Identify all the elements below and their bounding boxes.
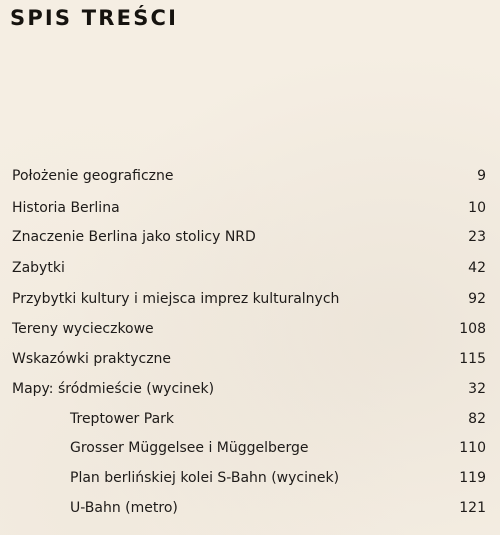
toc-subentry: [0, 470, 500, 494]
toc-entry-label: Położenie geograficzne: [12, 168, 174, 184]
toc-subentry: [0, 440, 500, 464]
toc-entry-label: Zabytki: [12, 260, 65, 276]
toc-entry-page: 110: [459, 440, 486, 456]
toc-entry-label: Przybytki kultury i miejsca imprez kulturalnych: [12, 291, 340, 307]
toc-entry: [0, 229, 500, 253]
toc-entry-page: 108: [459, 321, 486, 337]
page-title: SPIS TREŚCI: [10, 6, 179, 30]
toc-entry-page: 32: [468, 381, 486, 397]
toc-entry: [0, 291, 500, 315]
toc-entry-label: Wskazówki praktyczne: [12, 351, 172, 367]
toc-entry-label: Grosser Müggelsee i Müggelberge: [70, 440, 309, 456]
toc-entry-page: 82: [468, 411, 486, 427]
toc-entry-label: Tereny wycieczkowe: [12, 321, 154, 337]
toc-entry: [0, 200, 500, 224]
toc-entry-label: Mapy: śródmieście (wycinek): [12, 381, 215, 397]
toc-entry: [0, 351, 500, 375]
toc-entry: [0, 168, 500, 192]
toc-entry-page: 10: [468, 200, 486, 216]
toc-entry-label: Znaczenie Berlina jako stolicy NRD: [12, 229, 256, 245]
toc-entry-label: Treptower Park: [70, 411, 175, 427]
toc-entry-page: 121: [459, 500, 486, 516]
toc-entry-page: 92: [468, 291, 486, 307]
toc-subentry: [0, 411, 500, 435]
toc-subentry: [0, 500, 500, 524]
toc-entry-label: Plan berlińskiej kolei S-Bahn (wycinek): [70, 470, 340, 486]
toc-entry: [0, 381, 500, 405]
toc-entry-page: 119: [459, 470, 486, 486]
toc-entry-label: U-Bahn (metro): [70, 500, 178, 516]
toc-entry-page: 42: [468, 260, 486, 276]
toc-entry-page: 23: [468, 229, 486, 245]
toc-entry-page: 9: [477, 168, 486, 184]
toc-entry-label: Historia Berlina: [12, 200, 120, 216]
toc-entry: [0, 260, 500, 284]
toc-entry-page: 115: [459, 351, 486, 367]
toc-entry: [0, 321, 500, 345]
